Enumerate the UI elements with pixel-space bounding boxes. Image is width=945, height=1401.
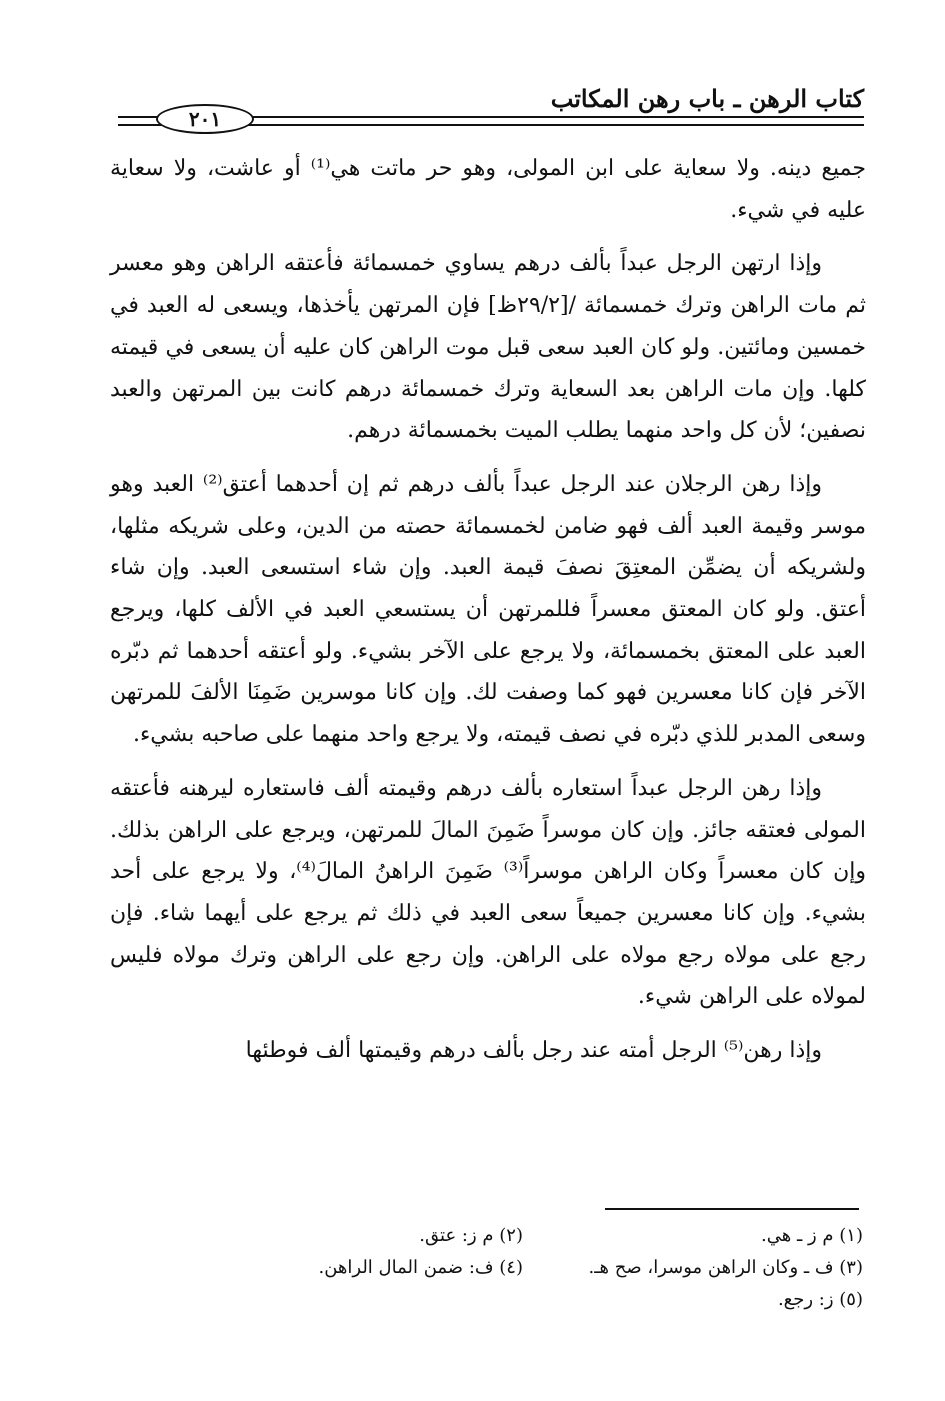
running-header [118,82,864,132]
footnote: (٣) ف ـ وكان الراهن موسرا، صح هـ. [588,1257,863,1278]
footnote: (١) م ز ـ هي. [761,1225,863,1246]
footnote-separator [605,1208,859,1210]
paragraph: وإذا رهن الرجل عبداً استعاره بألف درهم وقيمته ألف فاستعاره ليرهنه فأعتقه المولى فعتقه جائز. وإن كان موسراً ضَمِنَ المالَ للمرتهن، ويرجع على الراهن بذلك. وإن كان معسراً وكان الراهن موسراً⁽³⁾ ضَمِنَ الراهنُ المالَ⁽⁴⁾، ولا يرجع على أحد بشيء. وإن كانا معسرين جميعاً سعى العبد في ذلك ثم يرجع على أيهما شاء. فإن رجع على مولاه رجع مولاه على الراهن. وإن رجع على الراهن وترك مولاه فليس لمولاه على الراهن شيء. [110,775,866,1010]
paragraph: وإذا رهن الرجلان عند الرجل عبداً بألف درهم ثم إن أحدهما أعتق⁽²⁾ العبد وهو موسر وقيمة العبد ألف فهو ضامن لخمسمائة حصته من الدين، وعلى شريكه مثلها، ولشريكه أن يضمِّن المعتِقَ نصفَ قيمة العبد. وإن شاء استسعى العبد. وإن شاء أعتق. ولو كان المعتق معسراً فللمرتهن أن يستسعي العبد في الألف كلها، ويرجع العبد على المعتق بخمسمائة، ولا يرجع على الآخر بشيء. ولو أعتقه أحدهما ثم دبّره الآخر فإن كانا معسرين فهو كما وصفت لك. وإن كانا موسرين ضَمِنَا الألفَ للمرتهن وسعى المدبر للذي دبّره في نصف قيمته، ولا يرجع واحد منهما على صاحبه بشيء. [110,471,866,748]
paragraph: وإذا ارتهن الرجل عبداً بألف درهم يساوي خمسمائة فأعتقه الراهن وهو معسر ثم مات الراهن وترك خمسمائة /[٢٩/٢ظ] فإن المرتهن يأخذها، ويسعى له العبد في خمسين ومائتين. ولو كان العبد سعى قبل موت الراهن كان عليه أن يسعى في قيمته كلها. وإن مات الراهن بعد السعاية وترك خمسمائة درهم كانت بين المرتهن والعبد نصفين؛ لأن كل واحد منهما يطلب الميت بخمسمائة درهم. [110,251,866,444]
paragraph: وإذا رهن⁽⁵⁾ الرجل أمته عند رجل بألف درهم وقيمتها ألف فوطئها [245,1038,822,1064]
main-text [110,148,866,1084]
chapter-title: كتاب الرهن ـ باب رهن المكاتب [550,84,864,113]
footnote: (٥) ز: رجع. [777,1289,863,1310]
paragraph: جميع دينه. ولا سعاية على ابن المولى، وهو حر ماتت هي⁽¹⁾ أو عاشت، ولا سعاية عليه في شيء. [110,156,867,223]
footnote: (٤) ف: ضمن المال الراهن. [318,1257,523,1278]
footnote: (٢) م ز: عتق. [419,1225,523,1246]
footnotes [163,1220,863,1316]
page-number: ٢٠١ [156,104,254,134]
